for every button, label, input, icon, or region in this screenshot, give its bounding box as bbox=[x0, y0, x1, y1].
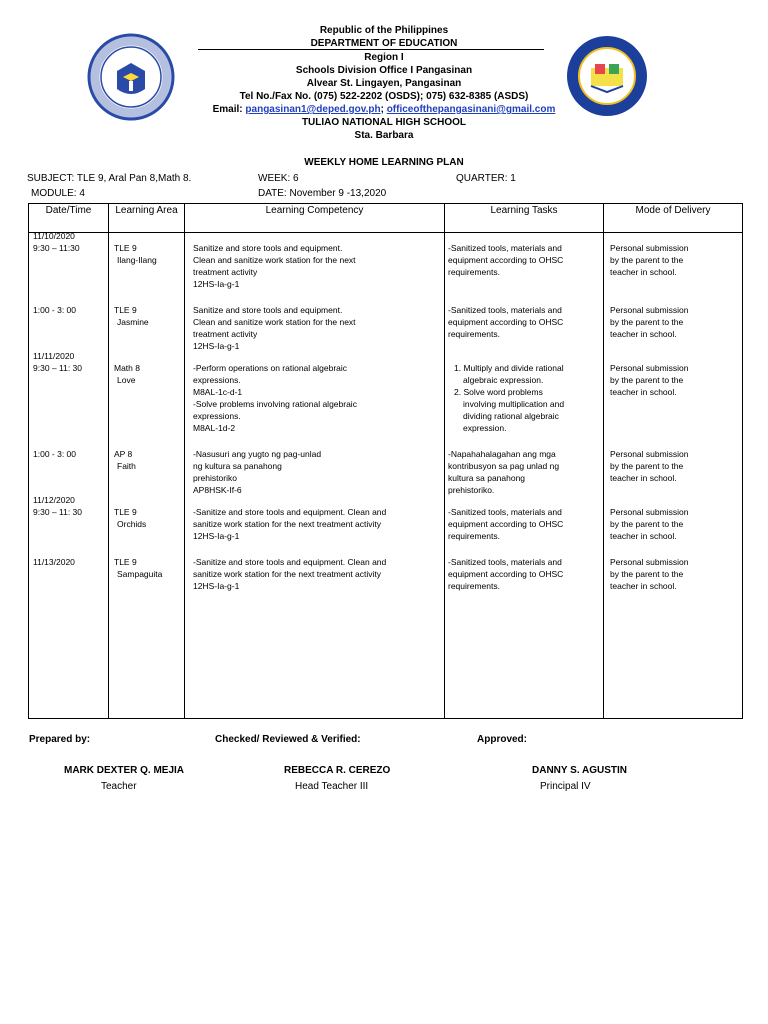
cell-delivery-line: Personal submission bbox=[610, 363, 689, 373]
cell-section: Jasmine bbox=[117, 317, 149, 327]
header-telephone: Tel No./Fax No. (075) 522-2202 (OSDS); 075) 632-8385 (ASDS) bbox=[239, 91, 529, 102]
cell-learning-area: TLE 9 bbox=[114, 507, 137, 517]
cell-delivery-line: teacher in school. bbox=[610, 581, 677, 591]
cell-task-line: kultura sa panahong bbox=[448, 473, 526, 483]
cell-competency-line: Sanitize and store tools and equipment. bbox=[193, 243, 343, 253]
plan-title: WEEKLY HOME LEARNING PLAN bbox=[304, 157, 464, 168]
cell-task-line: -Sanitized tools, materials and bbox=[448, 557, 562, 567]
plan-week: WEEK: 6 bbox=[258, 173, 299, 184]
cell-competency-line: expressions. bbox=[193, 411, 241, 421]
cell-delivery-line: teacher in school. bbox=[610, 387, 677, 397]
cell-competency-line: 12HS-Ia-g-1 bbox=[193, 279, 240, 289]
cell-delivery-line: by the parent to the bbox=[610, 317, 684, 327]
email-link-gmail[interactable]: officeofthepangasinani@gmail.com bbox=[386, 104, 556, 115]
cell-competency-line: -Sanitize and store tools and equipment. Clean and bbox=[193, 557, 387, 567]
header-date-time: Date/Time bbox=[29, 204, 109, 233]
cell-task-line: equipment according to OHSC bbox=[448, 569, 564, 579]
cell-task-line: requirements. bbox=[448, 531, 500, 541]
cell-section: Sampaguita bbox=[117, 569, 163, 579]
cell-competency-line: sanitize work station for the next treatment activity bbox=[193, 519, 382, 529]
cell-task-line: expression. bbox=[463, 423, 507, 433]
header-department: DEPARTMENT OF EDUCATION bbox=[310, 38, 458, 49]
cell-task-line: requirements. bbox=[448, 581, 500, 591]
cell-time: 9:30 – 11:30 bbox=[33, 243, 80, 253]
cell-delivery-line: Personal submission bbox=[610, 449, 689, 459]
cell-delivery-line: by the parent to the bbox=[610, 375, 684, 385]
plan-quarter: QUARTER: 1 bbox=[456, 173, 516, 184]
header-division: Schools Division Office I Pangasinan bbox=[295, 65, 473, 76]
cell-section: Love bbox=[117, 375, 136, 385]
header-learning-area: Learning Area bbox=[109, 204, 185, 233]
prepared-by-title: Teacher bbox=[101, 781, 137, 792]
cell-learning-area: TLE 9 bbox=[114, 305, 137, 315]
cell-task-line: dividing rational algebraic bbox=[463, 411, 559, 421]
approved-by-label: Approved: bbox=[477, 734, 527, 745]
cell-section: Orchids bbox=[117, 519, 147, 529]
header-learning-competency: Learning Competency bbox=[185, 204, 445, 233]
cell-competency-line: treatment activity bbox=[193, 329, 258, 339]
cell-delivery-line: teacher in school. bbox=[610, 531, 677, 541]
cell-task-line: -Napahahalagahan ang mga bbox=[448, 449, 556, 459]
header-republic: Republic of the Philippines bbox=[319, 25, 449, 36]
cell-task-line: requirements. bbox=[448, 267, 500, 277]
cell-competency-line: 12HS-Ia-g-1 bbox=[193, 581, 240, 591]
cell-delivery-line: Personal submission bbox=[610, 507, 689, 517]
cell-delivery-line: by the parent to the bbox=[610, 255, 684, 265]
table-header-row bbox=[29, 204, 743, 233]
cell-task-line: involving multiplication and bbox=[463, 399, 565, 409]
cell-date: 11/11/2020 bbox=[33, 351, 75, 361]
cell-task-line: algebraic expression. bbox=[463, 375, 544, 385]
approved-by-title: Principal IV bbox=[540, 781, 591, 792]
cell-task-line: -Sanitized tools, materials and bbox=[448, 507, 562, 517]
cell-competency-line: -Sanitize and store tools and equipment. Clean and bbox=[193, 507, 387, 517]
cell-time: 9:30 – 11: 30 bbox=[33, 507, 82, 517]
cell-section: Faith bbox=[117, 461, 136, 471]
checked-by-name: REBECCA R. CEREZO bbox=[284, 765, 391, 776]
cell-task-line: kontribusyon sa pag unlad ng bbox=[448, 461, 560, 471]
cell-delivery-line: Personal submission bbox=[610, 557, 689, 567]
cell-task-line: equipment according to OHSC bbox=[448, 519, 564, 529]
cell-competency-line: ng kultura sa panahong bbox=[193, 461, 282, 471]
cell-competency-line: prehistoriko bbox=[193, 473, 237, 483]
cell-competency-line: -Solve problems involving rational algebraic bbox=[193, 399, 357, 409]
cell-time: 1:00 - 3: 00 bbox=[33, 305, 77, 315]
prepared-by-name: MARK DEXTER Q. MEJIA bbox=[64, 765, 185, 776]
cell-date: 11/13/2020 bbox=[33, 557, 75, 567]
header-mode-of-delivery: Mode of Delivery bbox=[604, 204, 743, 233]
checked-by-label: Checked/ Reviewed & Verified: bbox=[215, 734, 361, 745]
cell-task-line: -Sanitized tools, materials and bbox=[448, 243, 562, 253]
cell-competency-line: 12HS-Ia-g-1 bbox=[193, 341, 240, 351]
cell-competency-line: treatment activity bbox=[193, 267, 258, 277]
school-town: Sta. Barbara bbox=[354, 130, 414, 141]
prepared-by-label: Prepared by: bbox=[29, 734, 91, 745]
cell-competency-line: M8AL-1d-2 bbox=[193, 423, 236, 433]
cell-competency-line: -Nasusuri ang yugto ng pag-unlad bbox=[193, 449, 322, 459]
cell-delivery-line: teacher in school. bbox=[610, 267, 677, 277]
cell-date: 11/12/2020 bbox=[33, 495, 75, 505]
cell-section: Ilang-Ilang bbox=[117, 255, 157, 265]
email-separator: ; bbox=[380, 104, 384, 115]
cell-delivery-line: Personal submission bbox=[610, 243, 689, 253]
plan-module: MODULE: 4 bbox=[31, 188, 85, 199]
approved-by-name: DANNY S. AGUSTIN bbox=[532, 765, 628, 776]
header-divider bbox=[198, 49, 544, 50]
cell-competency-line: AP8HSK-If-6 bbox=[193, 485, 242, 495]
header-email-line bbox=[0, 104, 768, 116]
cell-learning-area: AP 8 bbox=[114, 449, 133, 459]
cell-competency-line: Clean and sanitize work station for the next bbox=[193, 317, 356, 327]
email-link-deped[interactable]: pangasinan1@deped.gov.ph bbox=[245, 104, 381, 115]
cell-competency-line: sanitize work station for the next treatment activity bbox=[193, 569, 382, 579]
cell-time: 9:30 – 11: 30 bbox=[33, 363, 82, 373]
cell-delivery-line: by the parent to the bbox=[610, 569, 684, 579]
header-region: Region I bbox=[364, 52, 404, 63]
cell-competency-line: Clean and sanitize work station for the next bbox=[193, 255, 356, 265]
cell-delivery-line: teacher in school. bbox=[610, 473, 677, 483]
cell-task-line: -Sanitized tools, materials and bbox=[448, 305, 562, 315]
cell-date: 11/10/2020 bbox=[33, 231, 75, 241]
cell-task-line: equipment according to OHSC bbox=[448, 255, 564, 265]
plan-date: DATE: November 9 -13,2020 bbox=[258, 188, 387, 199]
cell-time: 1:00 - 3: 00 bbox=[33, 449, 77, 459]
cell-learning-area: TLE 9 bbox=[114, 243, 137, 253]
checked-by-title: Head Teacher III bbox=[295, 781, 369, 792]
email-label: Email: bbox=[212, 104, 243, 115]
header-learning-tasks: Learning Tasks bbox=[445, 204, 604, 233]
cell-learning-area: Math 8 bbox=[114, 363, 140, 373]
cell-competency-line: -Perform operations on rational algebraic bbox=[193, 363, 348, 373]
cell-task-line: 1. Multiply and divide rational bbox=[454, 363, 564, 373]
cell-delivery-line: Personal submission bbox=[610, 305, 689, 315]
school-name: TULIAO NATIONAL HIGH SCHOOL bbox=[301, 117, 467, 128]
cell-competency-line: Sanitize and store tools and equipment. bbox=[193, 305, 343, 315]
cell-task-line: equipment according to OHSC bbox=[448, 317, 564, 327]
cell-learning-area: TLE 9 bbox=[114, 557, 137, 567]
cell-delivery-line: teacher in school. bbox=[610, 329, 677, 339]
cell-task-line: 2. Solve word problems bbox=[454, 387, 543, 397]
cell-delivery-line: by the parent to the bbox=[610, 519, 684, 529]
header-address: Alvear St. Lingayen, Pangasinan bbox=[306, 78, 462, 89]
cell-task-line: requirements. bbox=[448, 329, 500, 339]
plan-subject: SUBJECT: TLE 9, Aral Pan 8,Math 8. bbox=[27, 173, 192, 184]
cell-task-line: prehistoriko. bbox=[448, 485, 495, 495]
cell-competency-line: expressions. bbox=[193, 375, 241, 385]
cell-delivery-line: by the parent to the bbox=[610, 461, 684, 471]
cell-competency-line: M8AL-1c-d-1 bbox=[193, 387, 243, 397]
cell-competency-line: 12HS-Ia-g-1 bbox=[193, 531, 240, 541]
